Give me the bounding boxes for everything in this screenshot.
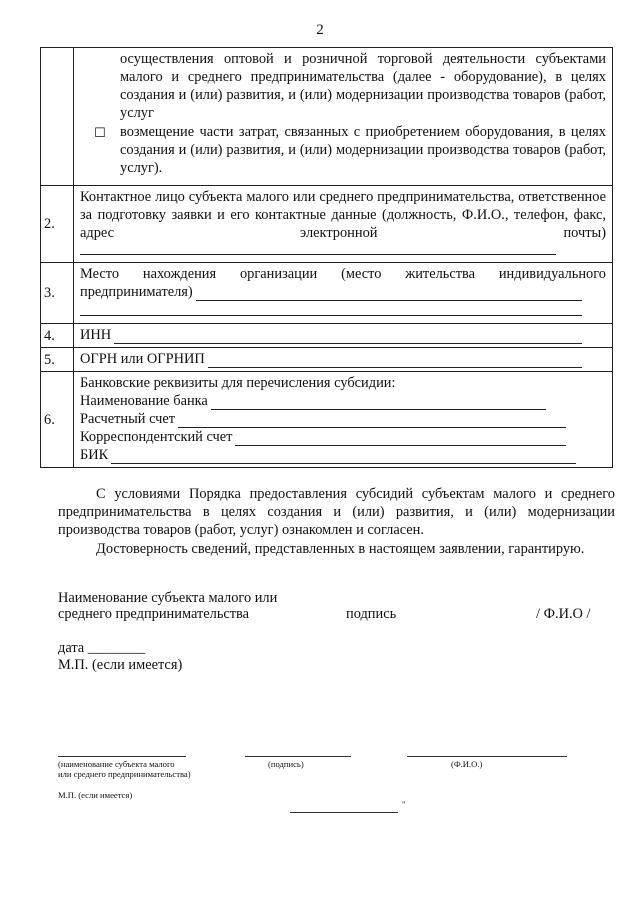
guarantee-paragraph: Достоверность сведений, представленных в настоящем заявлении, гарантирую. <box>96 541 585 557</box>
row-6-bank-details <box>41 372 613 468</box>
corr-account-input-line[interactable] <box>235 432 566 446</box>
row-number: 2. <box>41 186 74 263</box>
stamp-label: М.П. (если имеется) <box>58 657 183 673</box>
account-label: Расчетный счет <box>80 411 176 427</box>
row-number: 4. <box>41 324 74 348</box>
row-number: 5. <box>41 348 74 372</box>
row-6-content <box>74 372 613 468</box>
bank-name-label: Наименование банка <box>80 393 208 409</box>
corr-account-field[interactable] <box>80 428 606 446</box>
inn-label: ИНН <box>80 327 112 343</box>
subject-name-line[interactable] <box>58 756 186 757</box>
location-input-line[interactable] <box>196 287 582 301</box>
row-5-content <box>74 348 613 372</box>
row-3-content <box>74 263 613 324</box>
inn-field[interactable] <box>80 326 606 344</box>
row-number-empty <box>41 48 74 186</box>
bank-name-field[interactable] <box>80 392 606 410</box>
row-3-location <box>41 263 613 324</box>
bik-label: БИК <box>80 447 109 463</box>
location-label-cont: предпринимателя) <box>80 284 193 300</box>
corr-account-label: Корреспондентский счет <box>80 429 233 445</box>
checkbox-icon[interactable]: ☐ <box>94 125 106 140</box>
caption-signature: (подпись) <box>268 759 304 769</box>
location-input-line-2[interactable] <box>80 303 582 316</box>
row-4-content <box>74 324 613 348</box>
date-label: дата ________ <box>58 640 146 656</box>
subject-name-label-1: Наименование субъекта малого или <box>58 590 278 606</box>
date-mark: " <box>402 799 406 809</box>
ogrn-label: ОГРН или ОГРНИП <box>80 351 205 367</box>
ogrn-field[interactable] <box>80 350 606 368</box>
fio-label: / Ф.И.О / <box>536 606 591 622</box>
application-form-table <box>40 47 613 468</box>
date-line[interactable] <box>290 812 398 813</box>
signature-line[interactable] <box>245 756 351 757</box>
caption-subject-name-2: или среднего предпринимательства) <box>58 769 191 779</box>
row-4-inn <box>41 324 613 348</box>
agreement-block <box>58 485 615 558</box>
fio-line[interactable] <box>407 756 567 757</box>
agreement-paragraph: С условиями Порядка предоставления субсидий субъектам малого и среднего предпринимательства в целях создания и (или) развития, и (или) модернизации производства товаров (работ, услуг) ознакомлен и согласен. <box>58 486 615 538</box>
signature-label: подпись <box>346 606 397 622</box>
contact-person-input-line[interactable] <box>80 242 556 255</box>
bank-details-title: Банковские реквизиты для перечисления субсидии: <box>80 375 396 391</box>
bik-field[interactable] <box>80 446 606 464</box>
row-1-content <box>74 48 613 186</box>
caption-stamp: М.П. (если имеется) <box>58 790 133 800</box>
row-number: 3. <box>41 263 74 324</box>
subject-name-label-2: среднего предпринимательства <box>58 606 250 622</box>
bik-input-line[interactable] <box>111 450 576 464</box>
row-1-continued-text: осуществления оптовой и розничной торговой деятельности субъектами малого и среднего предпринимательства (далее - оборудование), в целях создания и (или) развития, и (или) модернизации производства товаров (работ, услуг <box>120 51 606 121</box>
bank-name-input-line[interactable] <box>211 396 546 410</box>
row-number: 6. <box>41 372 74 468</box>
option-reimbursement-text: возмещение части затрат, связанных с приобретением оборудования, в целях создания и (или) развития, и (или) модернизации производства товаров (работ, услуг). <box>120 124 606 176</box>
inn-input-line[interactable] <box>114 330 582 344</box>
contact-person-label: Контактное лицо субъекта малого или среднего предпринимательства, ответственное за подготовку заявки и его контактные данные (должность, Ф.И.О., телефон, факс, адрес электронной почты) <box>80 189 606 241</box>
page-number: 2 <box>316 22 324 38</box>
option-reimbursement[interactable] <box>80 123 606 177</box>
row-2-contact-person <box>41 186 613 263</box>
ogrn-input-line[interactable] <box>208 354 582 368</box>
row-1-continued <box>41 48 613 186</box>
account-input-line[interactable] <box>178 414 566 428</box>
caption-fio: (Ф.И.О.) <box>451 759 483 769</box>
account-field[interactable] <box>80 410 606 428</box>
row-5-ogrn <box>41 348 613 372</box>
location-field[interactable] <box>80 283 606 301</box>
location-label: Место нахождения организации (место жительства индивидуального <box>80 266 606 282</box>
caption-subject-name-1: (наименование субъекта малого <box>58 759 175 769</box>
row-2-content <box>74 186 613 263</box>
